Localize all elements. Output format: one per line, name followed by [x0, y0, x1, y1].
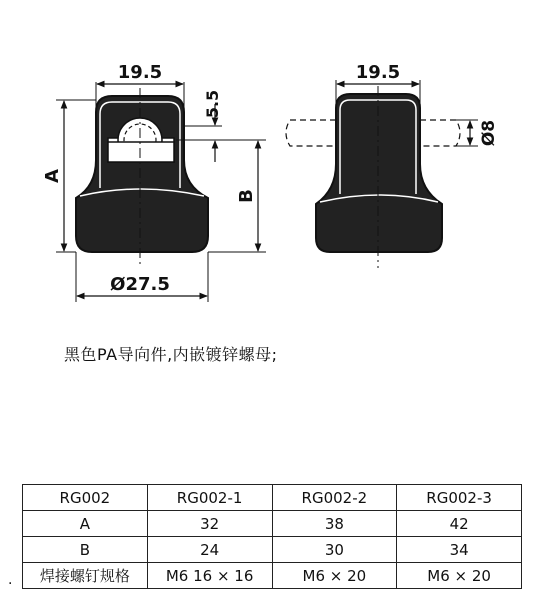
height-b-label: B — [236, 189, 257, 203]
table-cell: M6 × 20 — [397, 563, 522, 589]
table-row — [23, 511, 522, 537]
left-width-dim: 19.5 — [117, 62, 163, 83]
table-cell: B — [23, 537, 148, 563]
table-header-row — [23, 485, 522, 511]
right-view — [286, 62, 499, 268]
table-row — [23, 563, 522, 589]
table-cell: 42 — [397, 511, 522, 537]
bore-diameter-dim: Ø8 — [479, 119, 499, 147]
table-cell: A — [23, 511, 148, 537]
table-cell: 焊接螺钉规格 — [23, 563, 148, 589]
header-cell: RG002-1 — [147, 485, 272, 511]
spec-table — [22, 484, 522, 589]
height-a-label: A — [42, 169, 63, 183]
base-diameter-dim: Ø27.5 — [110, 274, 170, 295]
slot-depth-dim: 5.5 — [203, 89, 222, 119]
stray-marker: . — [8, 572, 13, 588]
header-cell: RG002-3 — [397, 485, 522, 511]
right-part-body — [316, 94, 442, 252]
table-cell: 34 — [397, 537, 522, 563]
table-cell: 30 — [272, 537, 397, 563]
table-cell: 24 — [147, 537, 272, 563]
header-cell: RG002 — [23, 485, 148, 511]
table-row — [23, 537, 522, 563]
left-view — [42, 62, 266, 302]
table-cell: 38 — [272, 511, 397, 537]
header-cell: RG002-2 — [272, 485, 397, 511]
table-cell: 32 — [147, 511, 272, 537]
table-cell: M6 16 × 16 — [147, 563, 272, 589]
product-note: 黑色PA导向件,内嵌镀锌螺母; — [64, 345, 278, 364]
table-cell: M6 × 20 — [272, 563, 397, 589]
right-width-dim: 19.5 — [355, 62, 401, 83]
